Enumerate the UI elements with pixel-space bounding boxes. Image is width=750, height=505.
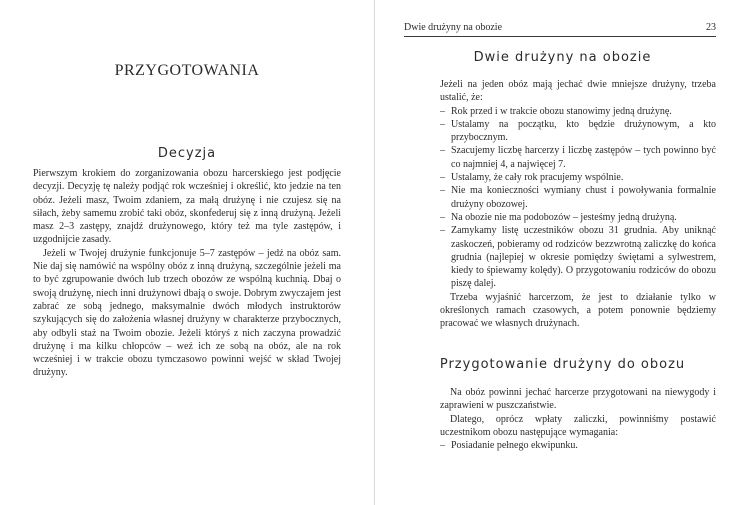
paragraph: Na obóz powinni jechać harcerze przygotowani na niewygody i zaprawieni w puszczaństwie.: [440, 387, 716, 412]
section2-body: [440, 386, 716, 452]
list-item: – Rok przed i w trakcie obozu stanowimy jedną drużynę.: [440, 105, 716, 118]
right-page: [375, 0, 750, 505]
paragraph: Jeżeli w Twojej drużynie funkcjonuje 5–7 zastępów – jedź na obóz sam. Nie daj się namówić na wspólny obóz z inną drużyną, szczególnie jeżeli ma to być zgrupowanie dwóch lub trzech obozów ze wspólną kuchnią. Dbaj o swoją drużynę, niech inni drużynowi dbają o swoje. Dobrym zwyczajem jest zabrać ze sobą jednego, maksymalnie dwóch młodych instruktorów szykujących się do założenia własnej drużyny w charakterze przybocznych, aby odbyli staż na Twoim obozie. Jeżeli któryś z nich zaczyna prowadzić drużynę i ma kilku chłopców – weź ich ze sobą na obóz, ale na rok wcześniej i w trakcie obozu tymczasowo powinni wejść w skład Twojej drużyny.: [33, 247, 341, 379]
closing-paragraph: Trzeba wyjaśnić harcerzom, że jest to działanie tylko w określonych ramach czasowych, a potem ponownie będziemy pracować we własnych drużynach.: [440, 291, 716, 330]
list-item: – Szacujemy liczbę harcerzy i liczbę zastępów – tych powinno być co najmniej 4, a najwięcej 7.: [440, 144, 716, 171]
section1-body: [440, 78, 716, 331]
list-item: – Posiadanie pełnego ekwipunku.: [440, 439, 716, 452]
intro-paragraph: Jeżeli na jeden obóz mają jechać dwie mniejsze drużyny, trzeba ustalić, że:: [440, 79, 716, 104]
page-number: 23: [706, 22, 716, 33]
section-title-decyzja: Decyzja: [157, 146, 217, 161]
chapter-title: PRZYGOTOWANIA: [114, 62, 260, 79]
left-page: [0, 0, 374, 505]
section-title-preparation: Przygotowanie drużyny do obozu: [439, 357, 686, 372]
list-item: – Nie ma konieczności wymiany chust i powoływania formalnie drużyny obozowej.: [440, 184, 716, 211]
running-head-title: Dwie drużyny na obozie: [404, 22, 503, 33]
list-item: – Na obozie nie ma podobozów – jesteśmy jedną drużyną.: [440, 211, 716, 224]
section-title-two-teams: Dwie drużyny na obozie: [473, 50, 652, 65]
list-item: – Ustalamy na początku, kto będzie drużynowym, a kto przybocznym.: [440, 118, 716, 145]
left-body-text: [33, 167, 341, 380]
paragraph: Pierwszym krokiem do zorganizowania obozu harcerskiego jest podjęcie decyzji. Decyzję tę należy podjąć rok wcześniej i określić, kto jedzie na ten obóz. Jeżeli masz, Twoim zdaniem, za małą drużynę i nie czujesz się na siłach, żeby samemu zrobić taki obóz, skonfederuj się z inną drużyną. Jeżeli masz 2–3 zastępy, znajdź drużynowego, który też ma tyle zastępów, i uzgodnijcie zasady.: [33, 168, 341, 246]
running-head: [404, 22, 716, 37]
requirements-list: [440, 439, 716, 452]
list-item: – Ustalamy, że cały rok pracujemy wspólnie.: [440, 171, 716, 184]
rules-list: [440, 105, 716, 291]
paragraph: Dlatego, oprócz wpłaty zaliczki, powinniśmy postawić uczestnikom obozu następujące wymagania:: [440, 413, 716, 438]
list-item: – Zamykamy listę uczestników obozu 31 grudnia. Aby uniknąć zaskoczeń, pobieramy od rodziców bezzwrotną zaliczkę do końca grudnia (najlepiej w okresie pomiędzy świętami a sylwestrem, kiedy to śpiewamy kolędy). O przygotowaniu rodziców do obozu piszę dalej.: [440, 224, 716, 290]
